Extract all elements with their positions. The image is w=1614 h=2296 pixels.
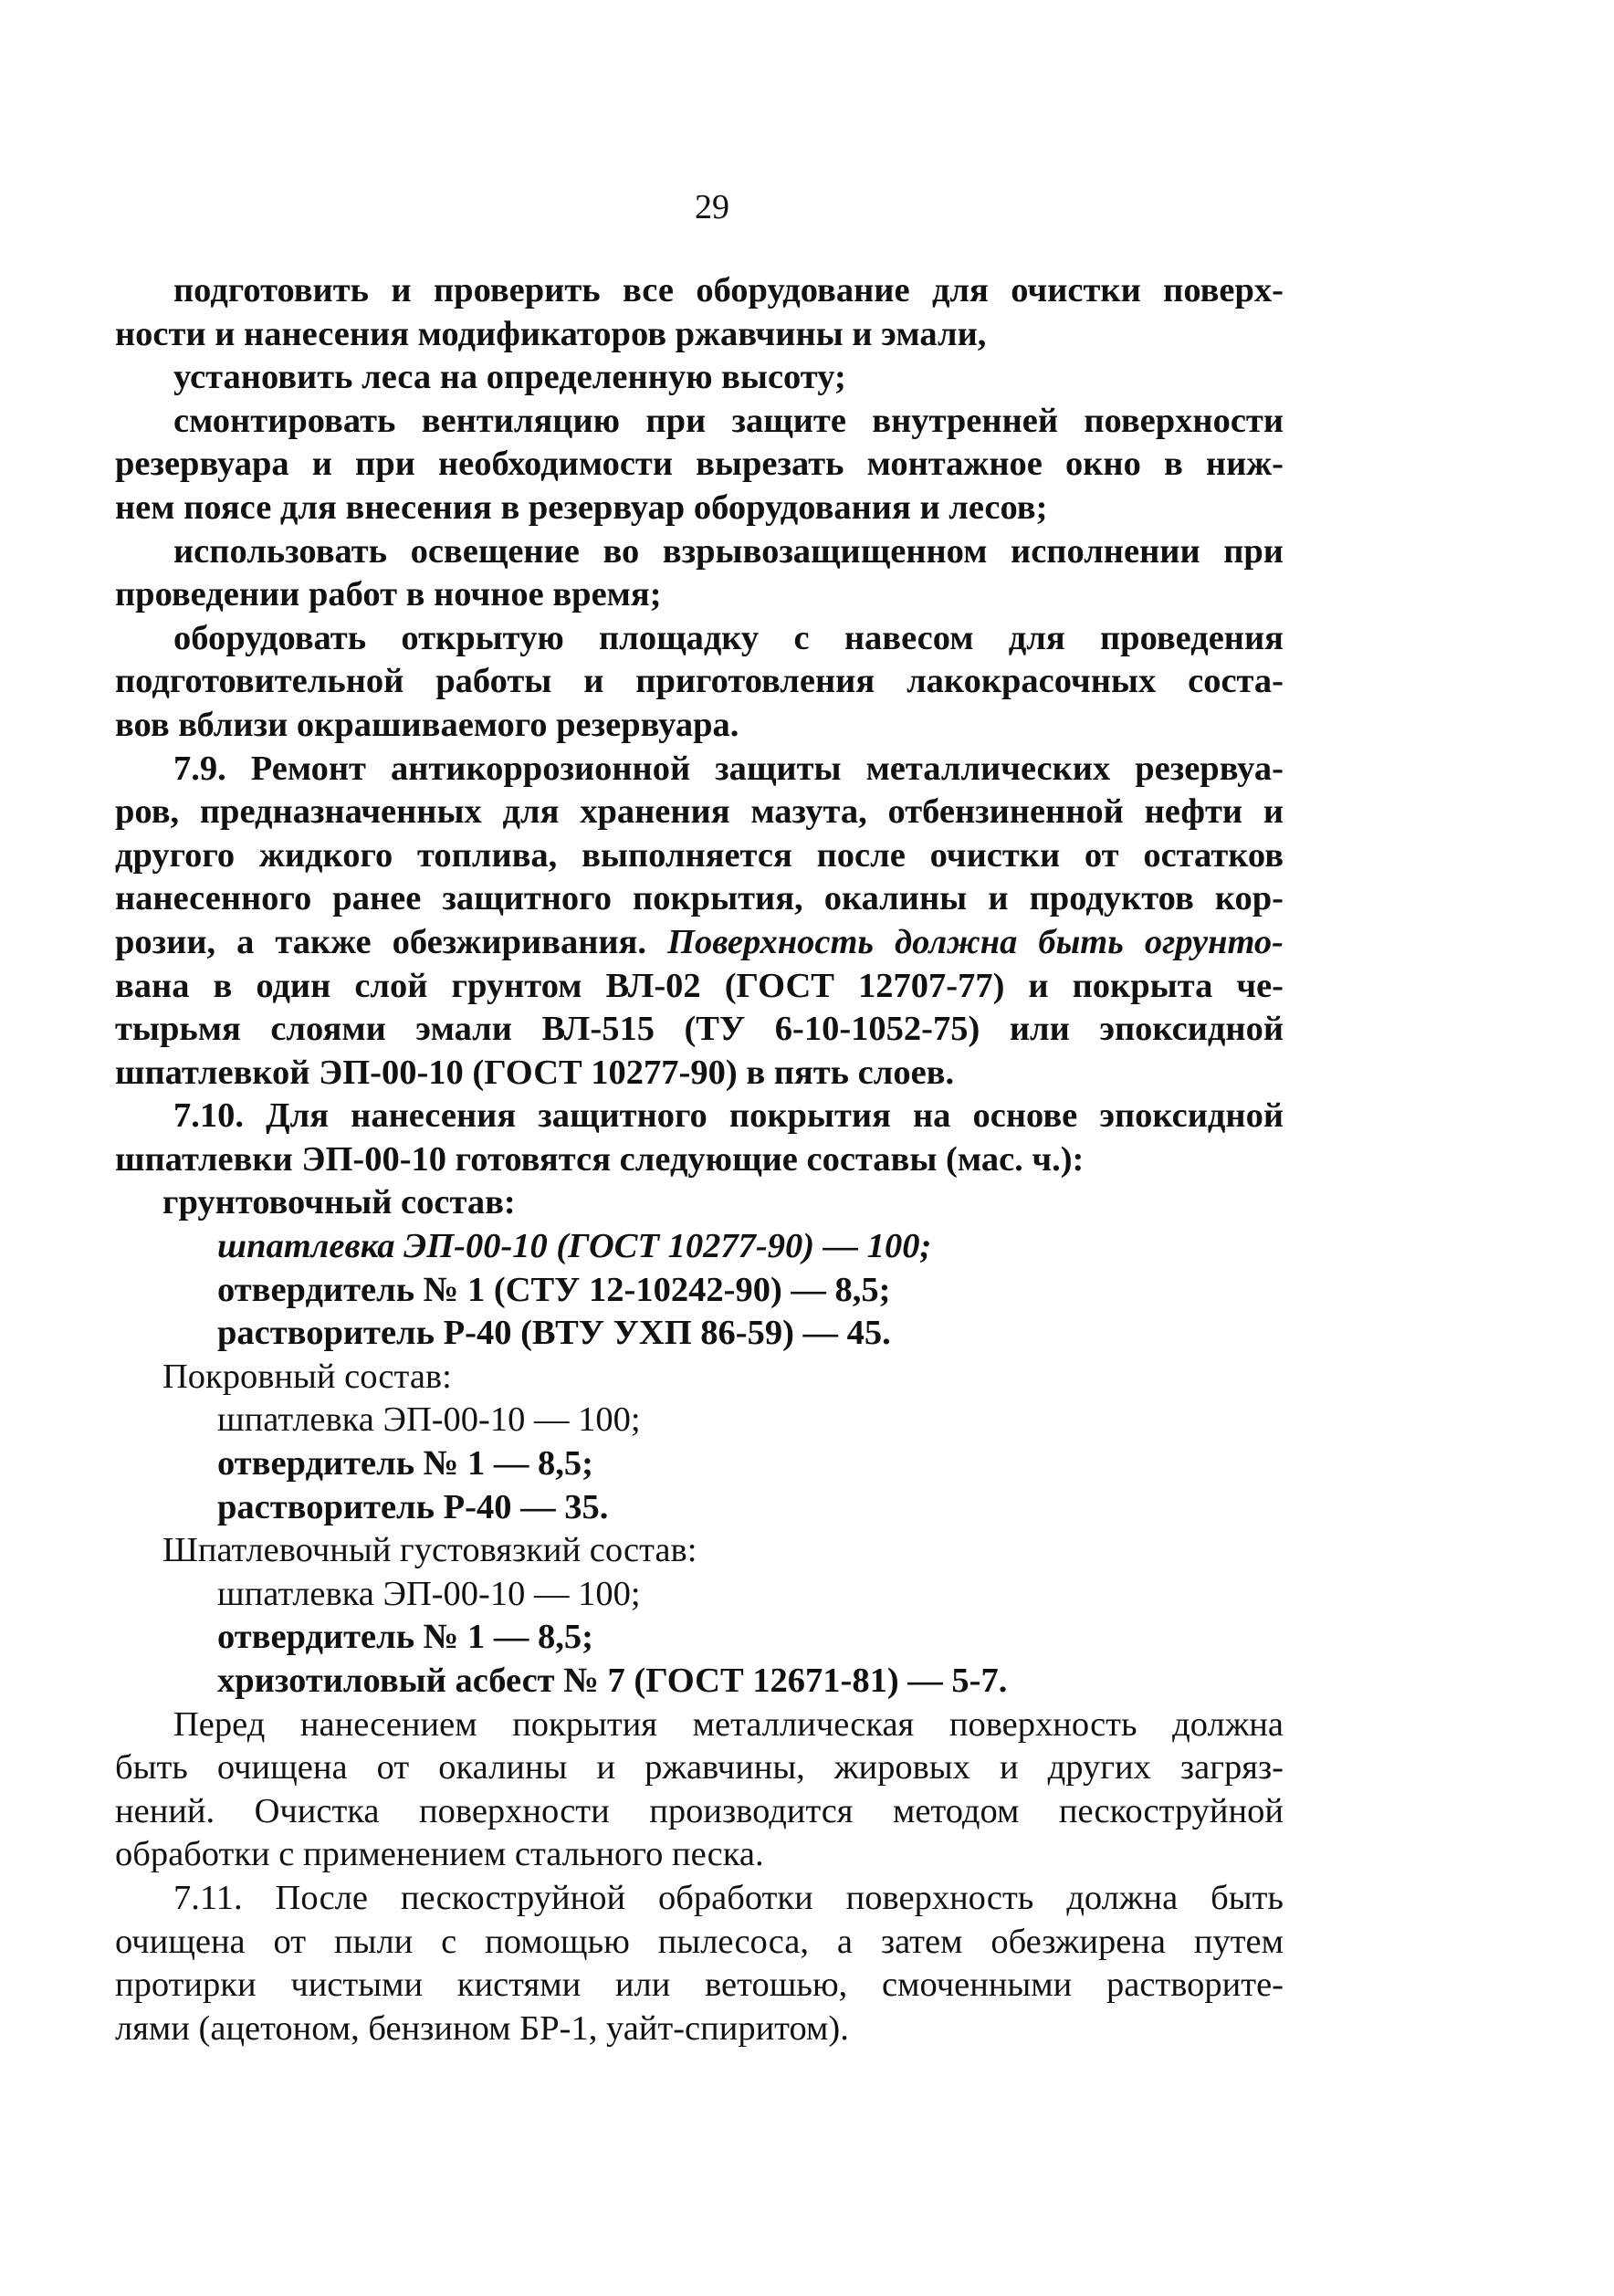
text-line: шпатлевкой ЭП-00-10 (ГОСТ 10277-90) в пять слоев. [115,1053,955,1092]
text-line: нанесенного ранее защитного покрытия, окалины и продуктов кор- [115,879,1284,918]
putty-heading: Шпатлевочный густовязкий состав: [162,1531,697,1570]
paragraph-7-11 [115,1877,1284,1921]
text-line [115,921,1284,965]
primer-item: растворитель Р-40 (ВТУ УХП 86-59) — 45. [217,1314,891,1353]
paragraph-platform-cont [115,660,1284,747]
paragraph-7-10-cont [115,1138,1284,1182]
paragraph-7-9 [115,748,1284,792]
text-line: 7.11. После пескоструйной обработки поверхность должна быть [173,1878,1284,1917]
paragraph-7-11-cont [115,1921,1284,2051]
text-segment: розии, а также обезжиривания. [115,922,647,961]
text-line: подготовить и проверить все оборудование для очистки поверх- [173,271,1284,309]
text-line: 7.9. Ремонт антикоррозионной защиты металлических резервуа- [173,749,1284,788]
putty-item: шпатлевка ЭП-00-10 — 100; [217,1574,641,1613]
paragraph-ventilation [115,400,1284,444]
page-body [115,269,1284,2050]
paragraph-scaffold [115,356,1284,400]
paragraph-prepare-equipment [115,269,1284,313]
text-line: Перед нанесением покрытия металлическая поверхность должна [173,1704,1284,1744]
paragraph-ventilation-cont [115,443,1284,529]
italic-segment: Поверхность должна быть огрунто- [667,922,1284,961]
text-line: шпатлевки ЭП-00-10 готовятся следующие составы (мас. ч.): [115,1139,1085,1179]
text-line: ров, предназначенных для хранения мазута, отбензиненной нефти и [115,792,1284,832]
paragraph-before-coating [115,1704,1284,1747]
page-number: 29 [695,188,729,226]
paragraph-7-9-cont [115,791,1284,1095]
paragraph-before-coating-cont [115,1746,1284,1877]
putty-item: отвердитель № 1 — 8,5; [217,1618,593,1657]
text-line: протирки чистыми кистями или ветошью, смоченными растворите- [115,1966,1284,2005]
cover-item: отвердитель № 1 — 8,5; [217,1444,593,1483]
cover-item: шпатлевка ЭП-00-10 — 100; [217,1400,641,1440]
text-line: нем поясе для внесения в резервуар оборудования и лесов; [115,488,1048,527]
text-line: другого жидкого топлива, выполняется после очистки от остатков [115,835,1284,875]
text-line: проведении работ в ночное время; [115,575,662,614]
text-line: смонтировать вентиляцию при защите внутренней поверхности [173,401,1284,440]
text-line: резервуара и при необходимости вырезать монтажное окно в ниж- [115,445,1284,484]
paragraph-prepare-equipment-cont [115,313,1284,357]
text-line: использовать освещение во взрывозащищенном исполнении при [173,531,1284,571]
primer-item: отвердитель № 1 (СТУ 12-10242-90) — 8,5; [217,1270,891,1309]
paragraph-7-10 [115,1095,1284,1138]
text-line: оборудовать открытую площадку с навесом для проведения [173,618,1284,657]
paragraph-platform [115,617,1284,661]
putty-item: хризотиловый асбест № 7 (ГОСТ 12671-81) — 5-7. [217,1662,1008,1700]
text-line: быть очищена от окалины и ржавчины, жировых и других загряз- [115,1748,1284,1788]
primer-heading: грунтовочный состав: [162,1183,516,1222]
text-line: 7.10. Для нанесения защитного покрытия на основе эпоксидной [173,1096,1284,1136]
text-line: установить леса на определенную высоту; [173,358,846,397]
text-line: лями (ацетоном, бензином БР-1, уайт-спиритом). [115,2008,849,2048]
text-line: ности и нанесения модификаторов ржавчины и эмали, [115,314,987,353]
text-line: подготовительной работы и приготовления лакокрасочных соста- [115,662,1284,701]
text-line: нений. Очистка поверхности производится методом пескоструйной [115,1791,1284,1830]
text-line: вов вблизи окрашиваемого резервуара. [115,705,739,744]
text-line: обработки с применением стального песка. [115,1835,764,1874]
paragraph-lighting-cont [115,573,1284,617]
cover-heading: Покровный состав: [162,1357,452,1396]
primer-item: шпатлевка ЭП-00-10 (ГОСТ 10277-90) — 100; [217,1227,932,1266]
text-line: вана в один слой грунтом ВЛ-02 (ГОСТ 12707-77) и покрыта че- [115,966,1284,1005]
text-line: тырьмя слоями эмали ВЛ-515 (ТУ 6-10-1052-75) или эпоксидной [115,1010,1284,1049]
text-line: очищена от пыли с помощью пылесоса, а затем обезжирена путем [115,1922,1284,1961]
paragraph-lighting [115,530,1284,574]
cover-item: растворитель Р-40 — 35. [217,1487,609,1526]
